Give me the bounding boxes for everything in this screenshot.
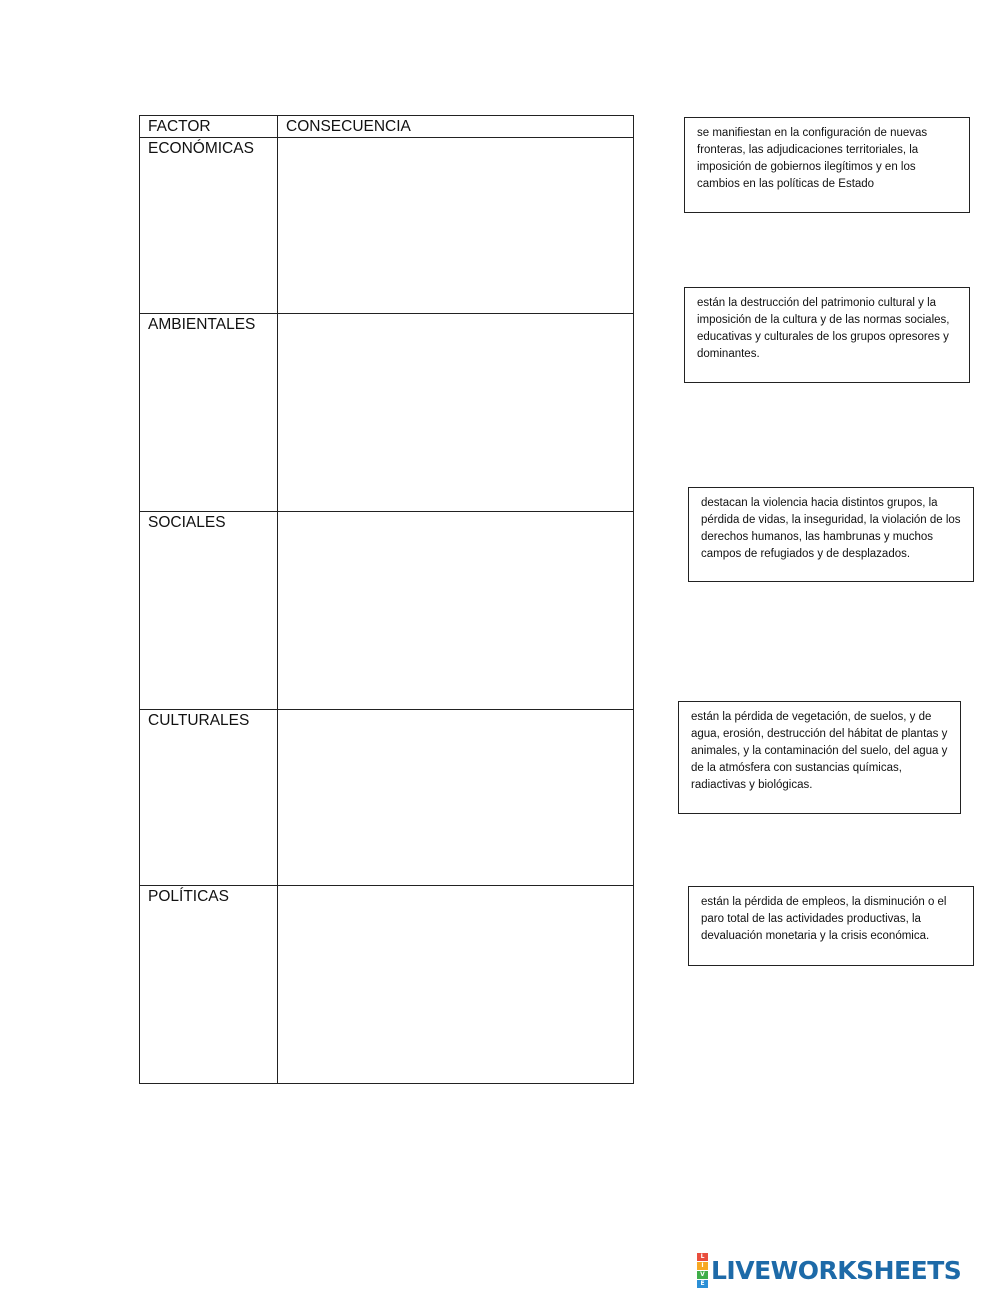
factor-label: ECONÓMICAS: [140, 138, 278, 314]
answer-drop-zone[interactable]: [278, 886, 634, 1084]
answer-drop-zone[interactable]: [278, 512, 634, 710]
factor-consequence-table: [139, 115, 634, 1084]
header-consecuencia: CONSECUENCIA: [278, 116, 634, 138]
draggable-card[interactable]: están la pérdida de vegetación, de suelos, y de agua, erosión, destrucción del hábitat de plantas y animales, y la contaminación del suelo, del agua y de la atmósfera con sustancias químicas, radiactivas y biológicas.: [678, 701, 961, 814]
draggable-card[interactable]: están la pérdida de empleos, la disminución o el paro total de las actividades productivas, la devaluación monetaria y la crisis económica.: [688, 886, 974, 966]
table-row: [140, 138, 634, 314]
table-row: [140, 886, 634, 1084]
factor-label: SOCIALES: [140, 512, 278, 710]
brand-name: LIVEWORKSHEETS: [711, 1255, 962, 1285]
logo-letter: I: [697, 1262, 708, 1270]
table-header-row: [140, 116, 634, 138]
logo-letter: V: [697, 1271, 708, 1279]
draggable-card[interactable]: destacan la violencia hacia distintos grupos, la pérdida de vidas, la inseguridad, la violación de los derechos humanos, las hambrunas y muchos campos de refugiados y de desplazados.: [688, 487, 974, 582]
table-row: [140, 710, 634, 886]
factor-label: AMBIENTALES: [140, 314, 278, 512]
draggable-card[interactable]: están la destrucción del patrimonio cultural y la imposición de la cultura y de las normas sociales, educativas y culturales de los grupos opresores y dominantes.: [684, 287, 970, 383]
answer-drop-zone[interactable]: [278, 710, 634, 886]
logo-letter: L: [697, 1253, 708, 1261]
factor-label: CULTURALES: [140, 710, 278, 886]
answer-drop-zone[interactable]: [278, 314, 634, 512]
draggable-card[interactable]: se manifiestan en la configuración de nuevas fronteras, las adjudicaciones territoriales, la imposición de gobiernos ilegítimos y en los cambios en las políticas de Estado: [684, 117, 970, 213]
live-badge-icon: [697, 1253, 708, 1288]
table-row: [140, 512, 634, 710]
table-row: [140, 314, 634, 512]
answer-drop-zone[interactable]: [278, 138, 634, 314]
liveworksheets-logo: [697, 1253, 961, 1287]
logo-letter: E: [697, 1280, 708, 1288]
factor-label: POLÍTICAS: [140, 886, 278, 1084]
header-factor: FACTOR: [140, 116, 278, 138]
